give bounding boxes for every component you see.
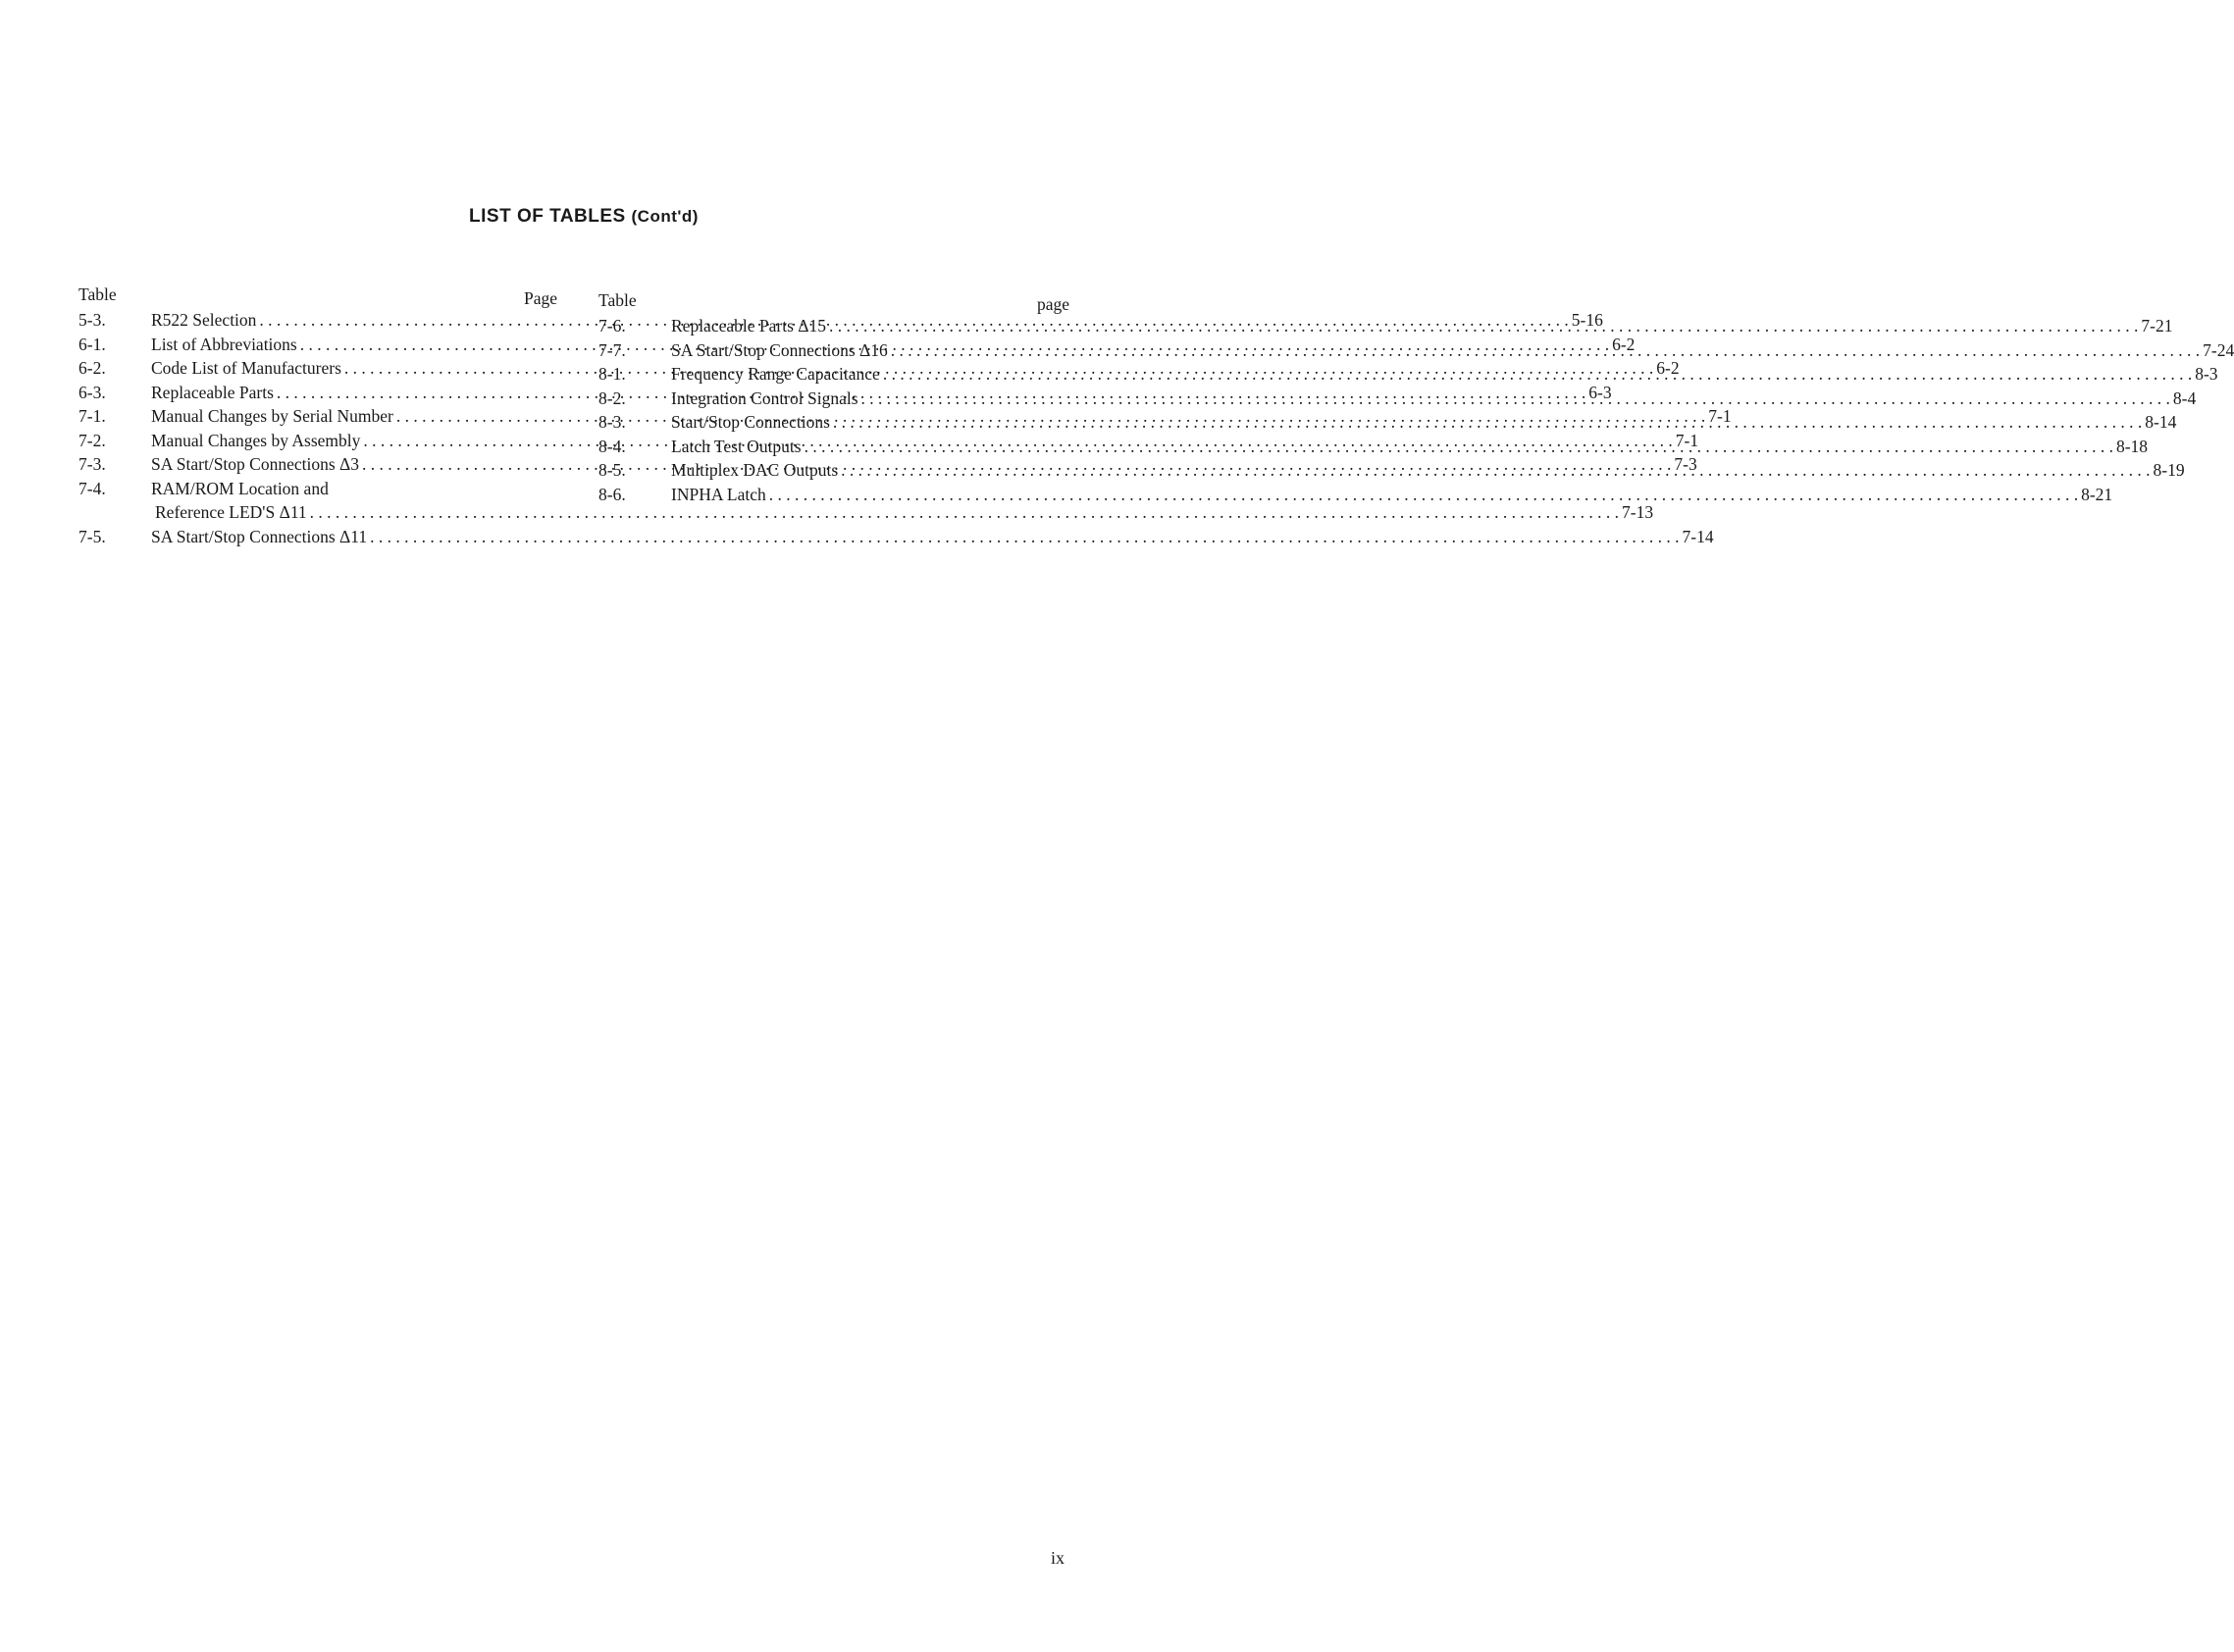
page-number: 6-2	[1612, 334, 1636, 354]
list-item	[598, 483, 2113, 507]
page-number: 8-4	[2172, 387, 2197, 408]
title-continued: (Cont'd)	[631, 207, 699, 226]
page-number: 7-21	[2141, 316, 2173, 336]
table-entry	[671, 458, 2185, 483]
table-number: 8-3.	[598, 412, 626, 432]
dot-leader	[829, 314, 2138, 338]
page-number: 7-1	[1675, 430, 1699, 450]
table-title: Latch Test Outputs	[671, 436, 802, 456]
table-title-line-2: Reference LED'S Δ11	[155, 502, 307, 522]
page-number: 7-13	[1622, 502, 1654, 522]
dot-leader	[861, 387, 2170, 411]
page-number: 8-14	[2145, 412, 2177, 432]
page-column-label: page	[1036, 294, 1069, 314]
table-entry	[671, 435, 2148, 459]
dot-leader	[833, 410, 2142, 435]
table-number: 8-5.	[598, 460, 626, 480]
table-title: Frequency Range Capacitance	[671, 364, 880, 384]
table-column-label: Table	[78, 284, 117, 304]
table-title: SA Start/Stop Connections Δ11	[151, 526, 368, 546]
table-entry	[671, 362, 2218, 387]
table-number: 7-3.	[78, 454, 106, 474]
title-text: LIST OF TABLES	[469, 206, 626, 227]
page-number: 6-2	[1656, 358, 1680, 378]
table-title: List of Abbreviations	[151, 334, 297, 354]
page-number: 8-3	[2195, 364, 2218, 384]
table-title-line-1: RAM/ROM Location and	[151, 478, 329, 498]
table-entry	[671, 387, 2196, 411]
table-number: 6-3.	[78, 382, 106, 402]
table-title: INPHA Latch	[671, 484, 766, 504]
table-title: Manual Changes by Serial Number	[151, 406, 393, 426]
table-column-label: Table	[598, 290, 637, 310]
page-number: 6-3	[1588, 382, 1612, 402]
table-number: 8-2.	[598, 387, 626, 408]
right-column-header	[598, 290, 1069, 314]
table-entry	[671, 314, 2172, 338]
table-number: 8-4.	[598, 436, 626, 456]
table-title: SA Start/Stop Connections Δ16	[671, 339, 888, 360]
page-number: 8-21	[2081, 484, 2113, 504]
table-number: 7-6.	[598, 316, 626, 336]
table-entry	[671, 410, 2176, 435]
table-title: Start/Stop Connections	[671, 412, 830, 432]
dot-leader	[805, 435, 2113, 459]
table-title: Replaceable Parts	[151, 382, 274, 402]
table-title: Replaceable Parts Δ15	[671, 316, 827, 336]
table-entry	[671, 483, 2112, 507]
table-title: SA Start/Stop Connections Δ3	[151, 454, 360, 474]
dot-leader	[370, 525, 1679, 549]
dot-leader	[841, 458, 2150, 483]
table-title: R522 Selection	[151, 310, 257, 330]
table-entry	[151, 525, 1714, 549]
left-column-header	[78, 284, 557, 308]
dot-leader	[891, 338, 2200, 363]
table-entry	[671, 338, 2234, 363]
page-title	[0, 206, 1168, 228]
table-number: 7-5.	[78, 526, 106, 546]
page-number: 8-19	[2153, 460, 2185, 480]
table-number: 6-2.	[78, 358, 106, 378]
table-number: 7-4.	[78, 478, 106, 498]
table-number: 6-1.	[78, 334, 106, 354]
dot-leader	[883, 362, 2192, 387]
table-number: 7-1.	[78, 406, 106, 426]
page-number: 7-3	[1674, 454, 1697, 474]
table-number: 5-3.	[78, 310, 106, 330]
page-column-label: Page	[523, 288, 557, 308]
page-number: 7-1	[1708, 406, 1732, 426]
page-number: 7-24	[2203, 339, 2234, 360]
table-number: 8-6.	[598, 484, 626, 504]
table-number: 7-2.	[78, 430, 106, 450]
table-title: Integration Control Signals	[671, 387, 858, 408]
table-title: Code List of Manufacturers	[151, 358, 341, 378]
table-title: Manual Changes by Assembly	[151, 430, 361, 450]
page-number: 5-16	[1571, 310, 1603, 330]
page-number: 7-14	[1682, 526, 1714, 546]
table-number: 8-1.	[598, 364, 626, 384]
page-footer-number: ix	[1050, 1548, 1065, 1568]
table-title: Multiplex DAC Outputs	[671, 460, 839, 480]
dot-leader	[769, 483, 2078, 507]
page-number: 8-18	[2115, 436, 2149, 456]
list-item	[78, 525, 1714, 549]
table-number: 7-7.	[598, 339, 626, 360]
